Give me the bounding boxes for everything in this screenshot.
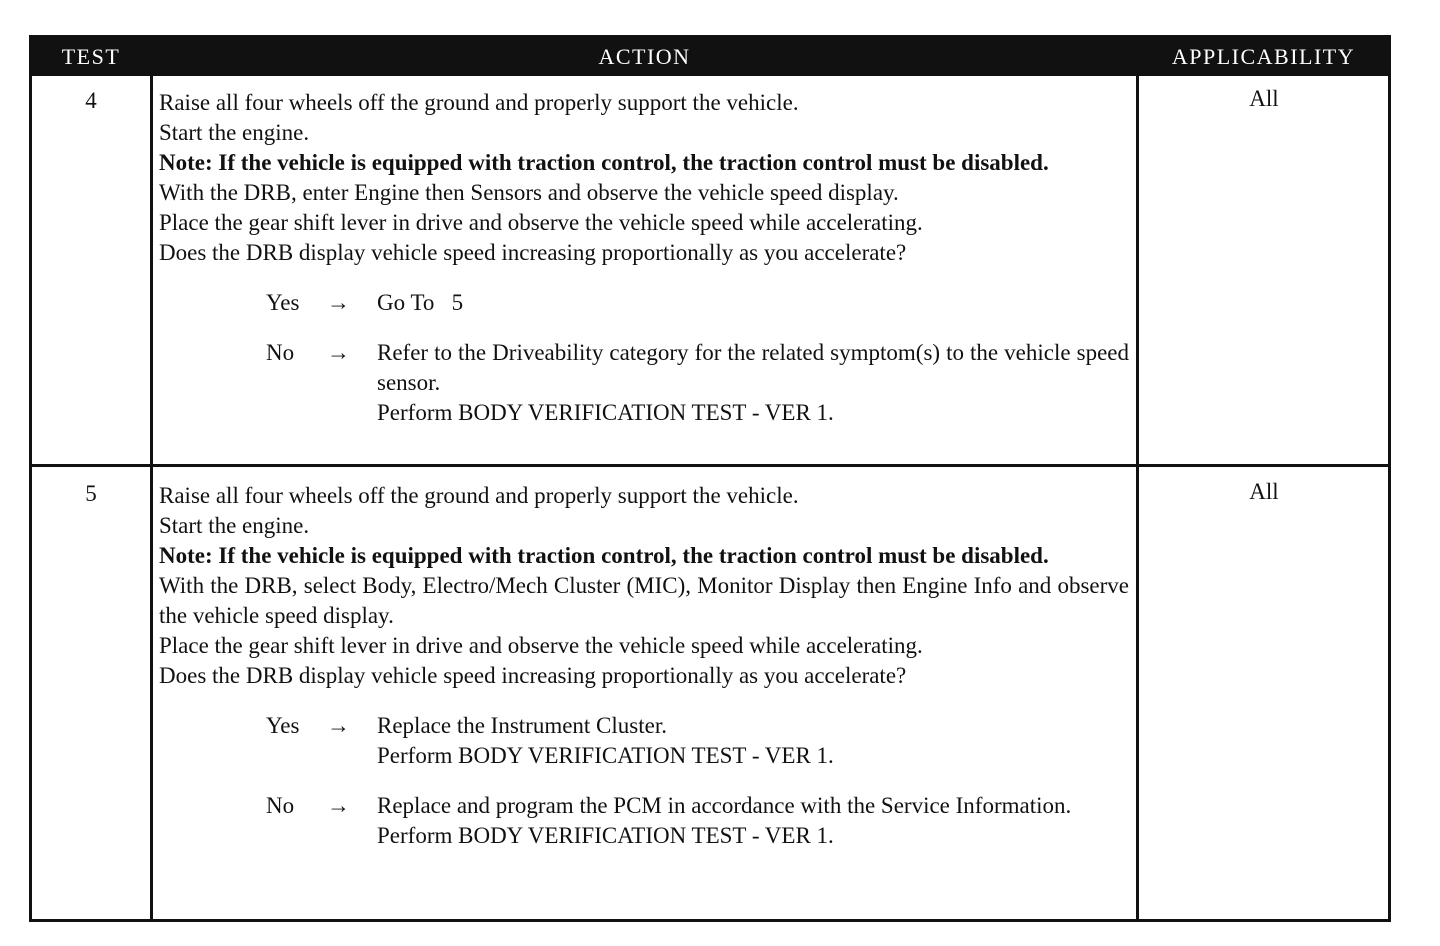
note-text: Note: If the vehicle is equipped with traction control, the traction control must be disabled.	[159, 150, 1049, 175]
action-line: Does the DRB display vehicle speed increasing proportionally as you accelerate?	[159, 663, 907, 688]
action-line: Raise all four wheels off the ground and properly support the vehicle.	[159, 90, 799, 115]
action-line: With the DRB, enter Engine then Sensors and observe the vehicle speed display.	[159, 180, 899, 205]
right-arrow-icon: →	[327, 290, 350, 315]
column-divider	[150, 38, 153, 919]
action-line: Place the gear shift lever in drive and observe the vehicle speed while accelerating.	[159, 633, 923, 658]
header-test: TEST	[61, 44, 121, 69]
action-line: With the DRB, select Body, Electro/Mech Cluster (MIC), Monitor Display then Engine Info and observe the vehicle speed display.	[159, 573, 1129, 628]
action-line: Does the DRB display vehicle speed increasing proportionally as you accelerate?	[159, 240, 907, 265]
action-line: Start the engine.	[159, 513, 310, 538]
yes-branch	[159, 711, 1129, 771]
right-arrow-icon: →	[327, 340, 350, 365]
note-text: Note: If the vehicle is equipped with traction control, the traction control must be disabled.	[159, 543, 1049, 568]
no-label: No	[266, 793, 295, 818]
header-applicability: APPLICABILITY	[1171, 44, 1356, 69]
no-result: Replace and program the PCM in accordance with the Service Information.	[377, 793, 1072, 818]
action-line: Start the engine.	[159, 120, 310, 145]
no-label: No	[266, 340, 295, 365]
row-divider	[32, 464, 1388, 467]
test-number: 5	[85, 481, 97, 506]
yes-label: Yes	[266, 290, 300, 315]
right-arrow-icon: →	[327, 793, 350, 818]
no-branch	[159, 791, 1129, 851]
no-result: Refer to the Driveability category for the related symptom(s) to the vehicle speed sensor.	[377, 340, 1129, 395]
test-number: 4	[85, 88, 97, 113]
action-cell	[159, 481, 1129, 851]
no-branch	[159, 338, 1129, 428]
yes-result: Go To 5	[377, 290, 464, 315]
no-result: Perform BODY VERIFICATION TEST - VER 1.	[377, 823, 834, 848]
yes-label: Yes	[266, 713, 300, 738]
yes-result: Replace the Instrument Cluster.	[377, 713, 667, 738]
applicability-value: All	[1249, 86, 1279, 111]
diagnostic-table	[29, 35, 1391, 922]
header-action: ACTION	[598, 44, 691, 69]
action-cell	[159, 88, 1129, 428]
no-result: Perform BODY VERIFICATION TEST - VER 1.	[377, 400, 834, 425]
right-arrow-icon: →	[327, 713, 350, 738]
yes-branch	[159, 288, 1129, 318]
applicability-value: All	[1249, 479, 1279, 504]
table-header	[32, 38, 1388, 76]
action-line: Raise all four wheels off the ground and properly support the vehicle.	[159, 483, 799, 508]
action-line: Place the gear shift lever in drive and observe the vehicle speed while accelerating.	[159, 210, 923, 235]
yes-result: Perform BODY VERIFICATION TEST - VER 1.	[377, 743, 834, 768]
